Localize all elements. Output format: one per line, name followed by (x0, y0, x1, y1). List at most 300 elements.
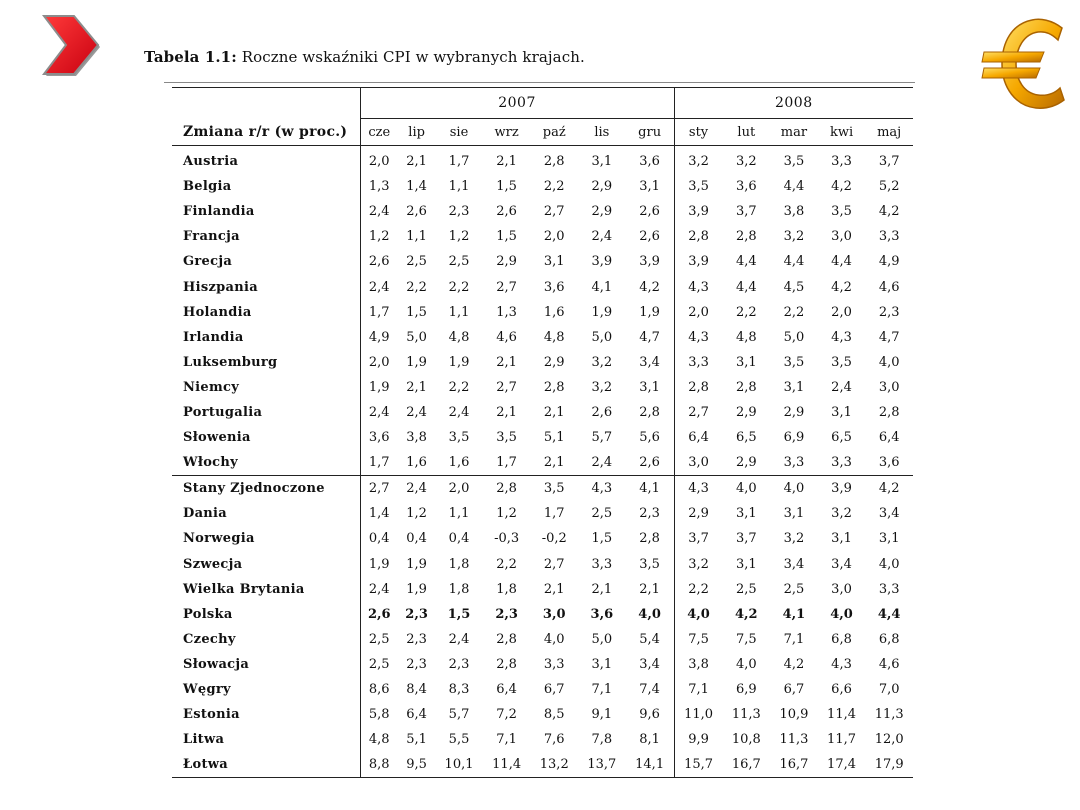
value-cell: 3,1 (783, 506, 805, 522)
value-cell: 2,1 (496, 154, 517, 170)
value-cell: 2,9 (783, 404, 805, 420)
value-cell: 2,8 (735, 229, 757, 245)
value-cell: 1,4 (360, 501, 398, 526)
value-cell: 3,0 (831, 581, 852, 597)
value-cell: 2,0 (435, 476, 483, 502)
table-row (172, 450, 913, 476)
country-cell: Grecja (183, 254, 233, 270)
value-cell: 4,1 (591, 279, 613, 295)
value-cell: 11,4 (827, 707, 856, 723)
value-cell: 8,6 (360, 677, 398, 702)
value-cell: 4,0 (638, 606, 661, 622)
value-cell: 2,7 (360, 476, 398, 502)
value-cell: 2,4 (360, 577, 398, 602)
value-cell: 4,8 (448, 329, 470, 345)
value-cell: 3,4 (639, 354, 660, 370)
table-row (172, 375, 913, 400)
value-cell: 2,7 (674, 400, 722, 425)
value-cell: 1,7 (543, 506, 565, 522)
value-cell: 2,1 (543, 404, 565, 420)
value-cell: 3,8 (406, 430, 427, 446)
value-cell: 3,3 (591, 556, 613, 572)
country-cell: Słowacja (183, 656, 250, 672)
value-cell: 2,5 (448, 254, 470, 270)
value-cell: 17,9 (874, 757, 904, 773)
value-cell: 3,3 (831, 154, 852, 170)
month-header: maj (865, 119, 913, 146)
value-cell: 4,9 (878, 254, 900, 270)
value-cell: 2,6 (639, 204, 660, 220)
value-cell: 6,5 (831, 430, 852, 446)
value-cell: 2,2 (406, 279, 427, 295)
country-cell: Wielka Brytania (183, 581, 305, 597)
country-cell: Słowenia (183, 430, 251, 446)
value-cell: 6,4 (878, 430, 900, 446)
value-cell: 2,8 (674, 224, 722, 249)
value-cell: 6,4 (496, 682, 517, 698)
value-cell: 1,2 (448, 229, 470, 245)
value-cell: 3,4 (639, 656, 660, 672)
value-cell: 2,5 (360, 627, 398, 652)
value-cell: 4,2 (639, 279, 660, 295)
value-cell: 1,1 (448, 304, 470, 320)
value-cell: 2,4 (398, 476, 435, 502)
month-header: lip (398, 119, 435, 146)
value-cell: 3,5 (496, 430, 517, 446)
table-row (172, 526, 913, 551)
value-cell: 2,3 (495, 606, 518, 622)
value-cell: 1,1 (406, 229, 427, 245)
table-row (172, 602, 913, 627)
value-cell: 4,0 (674, 602, 722, 627)
value-cell: 3,7 (878, 154, 900, 170)
value-cell: 3,6 (360, 425, 398, 450)
month-header: gru (626, 119, 674, 146)
value-cell: 2,2 (783, 304, 805, 320)
country-cell: Belgia (183, 179, 232, 195)
value-cell: 1,5 (591, 531, 613, 547)
month-header: paź (530, 119, 578, 146)
value-cell: 7,5 (674, 627, 722, 652)
value-cell: 1,3 (496, 304, 517, 320)
value-cell: 1,9 (360, 375, 398, 400)
country-cell: Finlandia (183, 204, 255, 220)
value-cell: 2,0 (674, 300, 722, 325)
value-cell: 5,0 (783, 329, 805, 345)
value-cell: 2,5 (591, 506, 613, 522)
table-row (172, 501, 913, 526)
value-cell: 4,2 (831, 179, 852, 195)
value-cell: 3,6 (543, 279, 565, 295)
value-cell: 3,5 (639, 556, 660, 572)
value-cell: 3,1 (735, 556, 757, 572)
value-cell: 2,3 (448, 656, 470, 672)
value-cell: 3,5 (783, 354, 805, 370)
value-cell: 7,0 (878, 682, 900, 698)
value-cell: 2,5 (735, 581, 757, 597)
country-cell: Norwegia (183, 531, 255, 547)
value-cell: 4,7 (639, 329, 660, 345)
corner-label: Zmiana r/r (w proc.) (172, 119, 360, 146)
value-cell: 3,9 (674, 249, 722, 274)
value-cell: 1,7 (360, 450, 398, 476)
country-cell: Czechy (183, 631, 236, 647)
value-cell: 2,2 (674, 577, 722, 602)
value-cell: 3,9 (818, 476, 866, 502)
value-cell: 1,6 (543, 304, 565, 320)
value-cell: 6,4 (406, 707, 427, 723)
country-cell: Estonia (183, 707, 240, 723)
value-cell: 2,0 (360, 146, 398, 175)
value-cell: 7,1 (674, 677, 722, 702)
value-cell: 5,1 (543, 430, 565, 446)
value-cell: 2,2 (735, 304, 757, 320)
value-cell: 3,9 (674, 199, 722, 224)
value-cell: 0,4 (360, 526, 398, 551)
value-cell: 3,3 (878, 581, 900, 597)
country-cell: Portugalia (183, 404, 263, 420)
value-cell: 3,5 (831, 204, 852, 220)
value-cell: 2,6 (406, 204, 427, 220)
value-cell: 2,1 (591, 581, 613, 597)
value-cell: 10,1 (444, 757, 474, 773)
value-cell: 1,9 (406, 556, 427, 572)
value-cell: 3,3 (543, 656, 565, 672)
value-cell: 3,4 (878, 506, 900, 522)
table-row (172, 274, 913, 299)
value-cell: 3,8 (783, 204, 805, 220)
value-cell: 2,8 (639, 404, 660, 420)
value-cell: 4,2 (734, 606, 758, 622)
value-cell: 3,1 (831, 404, 852, 420)
value-cell: 3,0 (542, 606, 566, 622)
table-row (172, 400, 913, 425)
value-cell: 3,6 (590, 606, 614, 622)
value-cell: 1,1 (448, 506, 470, 522)
value-cell: 4,6 (878, 279, 900, 295)
value-cell: 5,6 (639, 430, 660, 446)
value-cell: 2,9 (735, 455, 757, 471)
value-cell: 2,0 (360, 350, 398, 375)
value-cell: 4,0 (878, 556, 900, 572)
value-cell: 9,5 (406, 757, 427, 773)
value-cell: 2,7 (543, 556, 565, 572)
value-cell: 3,1 (735, 506, 757, 522)
value-cell: -0,2 (541, 531, 567, 547)
value-cell: 4,8 (543, 329, 565, 345)
value-cell: 1,6 (406, 455, 427, 471)
table-row (172, 174, 913, 199)
value-cell: 3,9 (591, 254, 613, 270)
country-cell: Holandia (183, 304, 252, 320)
value-cell: 5,8 (360, 702, 398, 727)
value-cell: 1,8 (448, 581, 470, 597)
value-cell: 11,3 (779, 732, 809, 748)
country-cell: Litwa (183, 732, 225, 748)
table-row (172, 627, 913, 652)
value-cell: 1,8 (496, 581, 517, 597)
value-cell: 2,6 (360, 249, 398, 274)
value-cell: 2,2 (448, 279, 470, 295)
caption-text: Roczne wskaźniki CPI w wybranych krajach. (241, 48, 585, 66)
value-cell: 3,1 (591, 656, 613, 672)
value-cell: 2,3 (405, 606, 428, 622)
value-cell: 3,2 (674, 552, 722, 577)
value-cell: 7,1 (783, 631, 805, 647)
value-cell: 5,7 (591, 430, 613, 446)
value-cell: 1,9 (639, 304, 660, 320)
value-cell: 14,1 (635, 757, 665, 773)
value-cell: 3,6 (735, 179, 757, 195)
value-cell: 11,7 (827, 732, 856, 748)
value-cell: 1,8 (448, 556, 470, 572)
value-cell: 3,2 (591, 354, 613, 370)
table-row (172, 325, 913, 350)
value-cell: 1,9 (448, 354, 470, 370)
country-cell: Węgry (183, 682, 231, 698)
value-cell: 4,3 (674, 325, 722, 350)
value-cell: 3,2 (783, 229, 805, 245)
value-cell: 4,0 (735, 656, 757, 672)
value-cell: 3,7 (674, 526, 722, 551)
table-row (172, 652, 913, 677)
table-row (172, 224, 913, 249)
value-cell: 5,0 (406, 329, 427, 345)
value-cell: 4,3 (674, 476, 722, 502)
value-cell: 7,5 (735, 631, 757, 647)
value-cell: 3,5 (530, 476, 578, 502)
value-cell: 3,4 (783, 556, 805, 572)
value-cell: 2,2 (543, 179, 565, 195)
value-cell: 6,9 (735, 682, 757, 698)
value-cell: 4,3 (831, 656, 852, 672)
value-cell: 12,0 (874, 732, 904, 748)
value-cell: 3,5 (831, 354, 852, 370)
value-cell: 16,7 (731, 757, 761, 773)
value-cell: 6,7 (543, 682, 565, 698)
country-cell: Polska (183, 606, 233, 622)
country-cell: Austria (183, 154, 239, 170)
value-cell: 4,2 (865, 476, 913, 502)
table-row (172, 249, 913, 274)
value-cell: 9,1 (591, 707, 613, 723)
value-cell: 7,2 (496, 707, 517, 723)
value-cell: 2,9 (674, 501, 722, 526)
value-cell: 6,9 (783, 430, 805, 446)
value-cell: 17,4 (827, 757, 856, 773)
value-cell: 4,9 (360, 325, 398, 350)
table-row (172, 752, 913, 778)
value-cell: 2,6 (639, 455, 660, 471)
value-cell: 9,9 (674, 727, 722, 752)
value-cell: 2,9 (591, 179, 613, 195)
value-cell: 2,9 (735, 404, 757, 420)
caption-label: Tabela 1.1: (144, 48, 237, 66)
value-cell: 4,0 (878, 354, 900, 370)
value-cell: 2,1 (406, 154, 427, 170)
value-cell: 2,9 (543, 354, 565, 370)
value-cell: 2,9 (591, 204, 613, 220)
value-cell: 4,3 (578, 476, 626, 502)
table-row (172, 727, 913, 752)
value-cell: 7,6 (543, 732, 565, 748)
month-header: lis (578, 119, 626, 146)
value-cell: 2,8 (496, 631, 517, 647)
corner-spacer (172, 88, 360, 119)
value-cell: 6,8 (878, 631, 900, 647)
country-cell: Włochy (183, 455, 238, 471)
value-cell: 4,0 (830, 606, 853, 622)
value-cell: 5,1 (406, 732, 427, 748)
value-cell: 3,1 (735, 354, 757, 370)
value-cell: 2,4 (406, 404, 427, 420)
table-row (172, 476, 913, 502)
value-cell: 2,1 (543, 581, 565, 597)
value-cell: 4,3 (674, 274, 722, 299)
value-cell: 13,7 (587, 757, 617, 773)
value-cell: 2,1 (639, 581, 660, 597)
value-cell: 3,1 (831, 531, 852, 547)
value-cell: 1,6 (448, 455, 470, 471)
table-row (172, 577, 913, 602)
value-cell: 4,4 (783, 254, 805, 270)
value-cell: 3,2 (735, 154, 757, 170)
value-cell: 4,8 (735, 329, 757, 345)
value-cell: 5,7 (448, 707, 470, 723)
table-row (172, 300, 913, 325)
value-cell: 2,4 (591, 229, 613, 245)
value-cell: 2,3 (406, 656, 427, 672)
value-cell: 7,8 (591, 732, 613, 748)
value-cell: 1,5 (406, 304, 427, 320)
table-row (172, 702, 913, 727)
red-arrow-icon[interactable] (36, 12, 102, 78)
value-cell: 4,2 (783, 656, 805, 672)
value-cell: 6,6 (831, 682, 852, 698)
month-header: sty (674, 119, 722, 146)
value-cell: 8,5 (543, 707, 565, 723)
value-cell: 4,4 (735, 279, 757, 295)
value-cell: 1,5 (496, 229, 517, 245)
value-cell: 5,0 (591, 329, 613, 345)
value-cell: 7,4 (639, 682, 660, 698)
value-cell: 3,5 (448, 430, 470, 446)
value-cell: 3,2 (591, 379, 613, 395)
value-cell: 2,7 (543, 204, 565, 220)
value-cell: 3,1 (878, 531, 900, 547)
country-cell: Irlandia (183, 329, 244, 345)
table-caption (144, 48, 585, 66)
value-cell: 3,0 (831, 229, 852, 245)
value-cell: 11,4 (492, 757, 522, 773)
value-cell: 2,1 (496, 404, 517, 420)
value-cell: 5,5 (448, 732, 470, 748)
value-cell: 2,6 (591, 404, 613, 420)
value-cell: 4,4 (735, 254, 757, 270)
value-cell: 2,3 (448, 204, 470, 220)
value-cell: 3,6 (639, 154, 660, 170)
table-row (172, 350, 913, 375)
value-cell: 2,8 (878, 404, 900, 420)
value-cell: 4,5 (783, 279, 805, 295)
value-cell: 3,1 (639, 379, 660, 395)
value-cell: 4,4 (831, 254, 852, 270)
value-cell: 11,3 (731, 707, 761, 723)
table-row (172, 677, 913, 702)
value-cell: 3,1 (639, 179, 660, 195)
value-cell: 6,5 (735, 430, 757, 446)
value-cell: 1,9 (406, 354, 427, 370)
value-cell: 1,5 (496, 179, 517, 195)
value-cell: 2,2 (496, 556, 517, 572)
value-cell: 2,0 (543, 229, 565, 245)
value-cell: 1,7 (360, 300, 398, 325)
value-cell: 3,2 (831, 506, 852, 522)
value-cell: 10,8 (731, 732, 761, 748)
value-cell: 8,4 (406, 682, 427, 698)
value-cell: 3,1 (783, 379, 805, 395)
value-cell: 3,3 (674, 350, 722, 375)
value-cell: 9,6 (639, 707, 660, 723)
value-cell: 8,3 (448, 682, 470, 698)
table-row (172, 146, 913, 175)
value-cell: 4,0 (770, 476, 818, 502)
value-cell: 3,0 (878, 379, 900, 395)
value-cell: 4,1 (626, 476, 674, 502)
value-cell: 2,3 (639, 506, 660, 522)
value-cell: 2,8 (543, 379, 565, 395)
table-row (172, 199, 913, 224)
value-cell: 1,2 (360, 224, 398, 249)
value-cell: 3,3 (878, 229, 900, 245)
value-cell: 1,7 (496, 455, 517, 471)
value-cell: 1,1 (448, 179, 470, 195)
value-cell: 2,6 (496, 204, 517, 220)
month-header: kwi (818, 119, 866, 146)
country-cell: Łotwa (183, 757, 229, 773)
value-cell: 4,2 (831, 279, 852, 295)
month-header: mar (770, 119, 818, 146)
value-cell: 2,5 (406, 254, 427, 270)
value-cell: 2,4 (831, 379, 852, 395)
value-cell: 4,1 (782, 606, 806, 622)
value-cell: 1,7 (448, 154, 470, 170)
value-cell: 2,9 (496, 254, 517, 270)
value-cell: 2,6 (360, 602, 398, 627)
value-cell: 2,3 (878, 304, 900, 320)
value-cell: 3,0 (674, 450, 722, 476)
value-cell: 3,3 (831, 455, 852, 471)
value-cell: 2,8 (639, 531, 660, 547)
value-cell: 2,8 (496, 656, 517, 672)
value-cell: 2,5 (783, 581, 805, 597)
table-row (172, 552, 913, 577)
value-cell: 3,9 (639, 254, 660, 270)
value-cell: 4,4 (783, 179, 805, 195)
year-2007-header: 2007 (360, 88, 674, 119)
country-cell: Niemcy (183, 379, 240, 395)
value-cell: 1,2 (406, 506, 427, 522)
country-cell: Stany Zjednoczone (172, 476, 360, 502)
value-cell: 10,9 (779, 707, 809, 723)
country-cell: Hiszpania (183, 279, 258, 295)
value-cell: 2,4 (591, 455, 613, 471)
country-cell: Szwecja (183, 556, 243, 572)
value-cell: 5,0 (591, 631, 613, 647)
value-cell: 2,3 (406, 631, 427, 647)
country-cell: Luksemburg (183, 354, 278, 370)
value-cell: -0,3 (494, 531, 520, 547)
